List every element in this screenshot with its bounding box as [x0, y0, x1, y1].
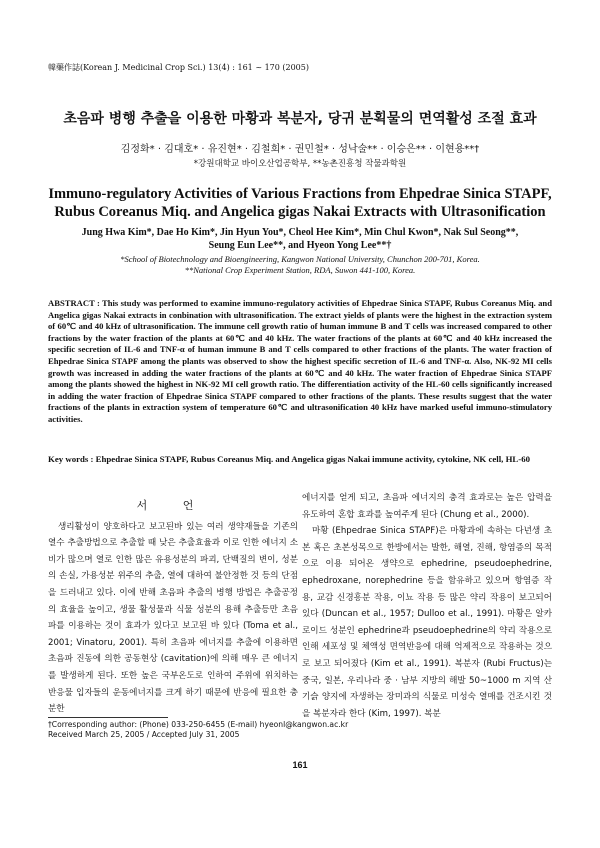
- page-number: 161: [292, 760, 308, 770]
- korean-affiliation: *강원대학교 바이오산업공학부, **농촌진흥청 작물과학원: [193, 159, 407, 169]
- section-heading: 서 언: [136, 499, 210, 512]
- english-title-line1: Immuno-regulatory Activities of Various Fractions from Ehpedrae Sinica STAPF,: [48, 186, 552, 202]
- right-column: [302, 490, 552, 722]
- affiliation-2: **National Crop Experiment Station, RDA, Suwon 441-100, Korea.: [184, 265, 416, 275]
- corresponding-author: †Corresponding author: (Phone) 033-250-6455 (E-mail) hyeonl@kangwon.ac.kr: [48, 720, 349, 729]
- left-column-paragraph: 생리활성이 양호하다고 보고된바 있는 여러 생약재들을 기존의 열수 추출방법으로 추출할 때 낮은 추출효율과 이로 인한 에너지 소비가 많으며 열로 인한 많은 유용성분의 파괴, 단백질의 변이, 성분의 손실, 가용성분 위주의 추출, 열에 대하여 불안정한 것 등의 단점을 드러내고 있다. 이에 반해 초음파 추출의 병행 방법은 추출공정의 효율을 높이고, 생물 활성물과 식물 성분의 용해 추출등만 초음파를 이용하는 것이 효과가 있다고 보고된 바 있다 (Toma et al., 2001; Vinatoru, 2001). 특히 초음파 에너지를 추출에 이용하면 초음파 진동에 의한 공동현상 (cavitation)에 의해 매우 큰 에너지를 발생하게 된다. 또한 높은 국부온도로 인하여 주위에 위치하는 반응물 입자들의 운동에너지를 크게 하기 때문에 반응에 필요한 충분한: [48, 521, 298, 715]
- abstract: [48, 298, 552, 426]
- abstract-text: This study was performed to examine immuno-regulatory activities of Ehpedrae Sinica STAPF, Rubus Coreanus Miq. and Angelica gigas Nakai extracts in conbination with ultrasonification. The extract yields of plants were the highest in the extraction system of 60℃ and 40 kHz of ultrasonification. The immune cell growth ratio of human immune B and T cells was increased compared to other fractions by the water fraction of the plants at 60℃ and 40 kHz. The water fractions of the plants at 60℃ and 40 kHz increased the specific secretion of IL-6 and TNF-α of human immune B and T cells compared to other fractions of the plants. The water fraction of Ehpedrae Sinica STAPF among the plants was observed to show the highest specific secretion of IL-6 and TNF-α. Also, NK-92 MI cells growth was increased in adding the water fractions of the plants at 60℃ and 40 kHz. The water fraction of Ehpedrae Sinica STAPF among the plants showed the highest in NK-92 MI cell growth ratio. The differentiation activity of the HL-60 cells significantly increased in adding the water fraction of Ehpedrae Sinica STAPF compared to other fractions of the plants. These results suggest that the water fractions of the plants in extraction system of temperature 60℃ and ultrasonification 40 kHz have marked useful immuno-stimulatory activities.: [48, 298, 552, 424]
- abstract-label: ABSTRACT :: [48, 298, 100, 308]
- footnote: [48, 720, 348, 740]
- affiliation-1: *School of Biotechnology and Bioengineering, Kangwon National University, Chunchon 200-701, Korea.: [120, 254, 480, 264]
- footnote-divider: [48, 717, 168, 718]
- korean-authors: 김정화* · 김대호* · 유진현* · 김철희* · 권민철* · 성낙술** · 이승은** · 이현용**†: [120, 144, 480, 155]
- english-authors-line2: Seung Eun Lee**, and Hyeon Yong Lee**†: [208, 240, 392, 251]
- right-column-paragraph-1: 에너지를 얻게 되고, 초음파 에너지의 충격 효과로는 높은 압력을 유도하여 혼합 효과를 높여주게 된다 (Chung et al., 2000).: [302, 493, 552, 520]
- korean-title: 초음파 병행 추출을 이용한 마황과 복분자, 당귀 분획물의 면역활성 조절 효과: [63, 111, 537, 127]
- english-authors-line1: Jung Hwa Kim*, Dae Ho Kim*, Jin Hyun You*, Cheol Hee Kim*, Min Chul Kwon*, Nak Sul Seong**,: [81, 227, 519, 238]
- left-column: [48, 498, 298, 718]
- english-authors: [40, 226, 560, 252]
- journal-header: 韓藥作誌(Korean J. Medicinal Crop Sci.) 13(4) : 161 ~ 170 (2005): [48, 63, 309, 72]
- keywords-label: Key words :: [48, 454, 94, 464]
- right-column-paragraph-2: 마황 (Ehpedrae Sinica STAPF)은 마황과에 속하는 다년생 초본 혹은 초본성목으로 한방에서는 발한, 해열, 진해, 항염증의 목적으로 이용 되어온 생약으로 ephedrine, pseudoephedrine, ephedroxane, norephedrine 등을 함유하고 있으며 항염증 작용, 교감 신경흥분 작용, 이뇨 작용 등 많은 약리 작용이 보고되어 있다 (Duncan et al., 1957; Dulloo et al., 1991). 마황은 알카로이드 성분인 ephedrine과 pseudoephedrine의 약리 작용으로 인해 세포성 및 체액성 면역반응에 대해 억제적으로 작용하는 것으로 보고 되어졌다 (Kim et al., 1991). 복분자 (Rubi Fructus)는 중국, 일본, 우리나라 중 · 남부 지방의 해발 50~1000 m 지역 산기슭 양지에 자생하는 장미과의 식물로 미성숙 열매를 건조시킨 것을 복분자라 한다 (Kim, 1997). 복분: [302, 526, 552, 719]
- english-affiliations: [40, 254, 560, 276]
- english-title-line2: Rubus Coreanus Miq. and Angelica gigas Nakai Extracts with Ultrasonification: [54, 204, 546, 220]
- english-title: [40, 185, 560, 221]
- keywords-text: Ehpedrae Sinica STAPF, Rubus Coreanus Miq. and Angelica gigas Nakai immune activity, cytokine, NK cell, HL-60: [95, 454, 531, 464]
- keywords: [48, 454, 552, 466]
- received-accepted: Received March 25, 2005 / Accepted July 31, 2005: [48, 730, 240, 739]
